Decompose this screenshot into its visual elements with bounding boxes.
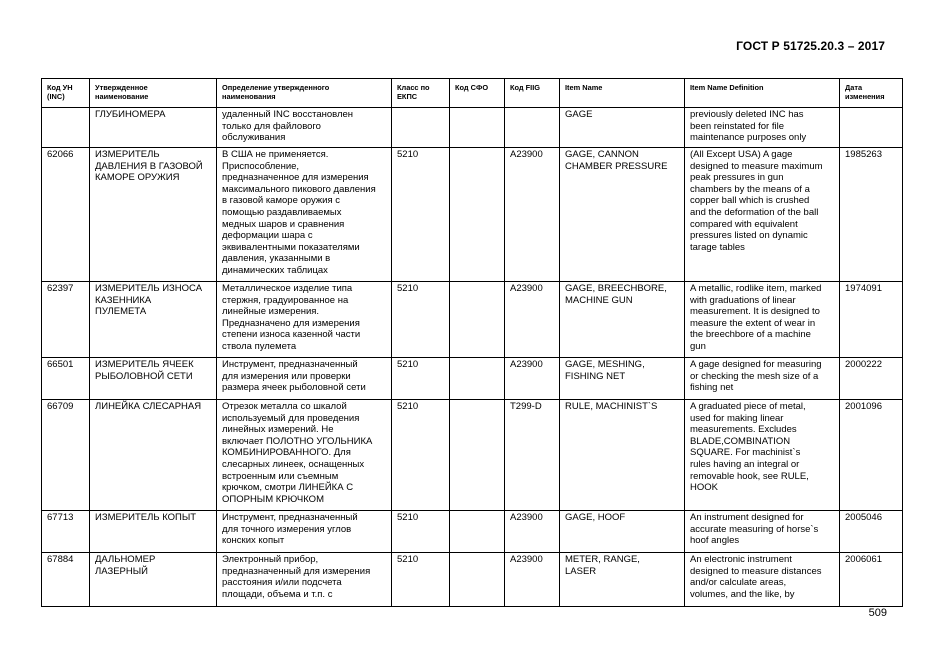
cell-name-ru: ЛИНЕЙКА СЛЕСАРНАЯ [90,400,217,511]
cell-definition-ru: удаленный INC восстановлен только для файлового обслуживания [217,108,392,148]
cell-name-ru: ИЗМЕРИТЕЛЬ ЯЧЕЕК РЫБОЛОВНОЙ СЕТИ [90,358,217,400]
cell-item-definition: An electronic instrument designed to measure distances and/or calculate areas, volumes, and the like, by [685,553,840,607]
cell-definition-ru: Инструмент, предназначенный для точного измерения углов конских копыт [217,511,392,553]
cell-item-name: GAGE, HOOF [560,511,685,553]
cell-class-ekps: 5210 [392,358,450,400]
cell-name-ru: ДАЛЬНОМЕР ЛАЗЕРНЫЙ [90,553,217,607]
cell-class-ekps: 5210 [392,148,450,282]
cell-code-fiig: A23900 [505,282,560,358]
cell-item-name: GAGE, CANNON CHAMBER PRESSURE [560,148,685,282]
cell-class-ekps [392,108,450,148]
cell-date: 2001096 [840,400,903,511]
cell-item-definition: previously deleted INC has been reinstated for file maintenance purposes only [685,108,840,148]
cell-name-ru: ИЗМЕРИТЕЛЬ ИЗНОСА КАЗЕННИКА ПУЛЕМЕТА [90,282,217,358]
table-row [42,108,903,148]
table-header-row [42,79,903,108]
header-item-name: Item Name [560,79,685,108]
cell-date: 1985263 [840,148,903,282]
cell-code-fiig: A23900 [505,553,560,607]
header-change-date: Дата изменения [840,79,903,108]
cell-item-name: GAGE [560,108,685,148]
cell-item-name: RULE, MACHINIST`S [560,400,685,511]
cell-code-sfo [450,400,505,511]
cell-inc: 66709 [42,400,90,511]
header-name-definition: Определение утвержденного наименования [217,79,392,108]
cell-item-definition: An instrument designed for accurate measuring of horse`s hoof angles [685,511,840,553]
cell-inc: 62066 [42,148,90,282]
cell-date [840,108,903,148]
cell-class-ekps: 5210 [392,400,450,511]
table-row [42,400,903,511]
cell-name-ru: ИЗМЕРИТЕЛЬ КОПЫТ [90,511,217,553]
cell-code-fiig: T299-D [505,400,560,511]
cell-inc: 67884 [42,553,90,607]
cell-inc [42,108,90,148]
cell-code-sfo [450,108,505,148]
table-row [42,553,903,607]
cell-item-definition: A gage designed for measuring or checking the mesh size of a fishing net [685,358,840,400]
cell-code-fiig: A23900 [505,511,560,553]
page-number: 509 [868,607,887,619]
cell-code-sfo [450,553,505,607]
cell-item-definition: A graduated piece of metal, used for making linear measurements. Excludes BLADE,COMBINATION SQUARE. For machinist`s rules having an integral or removable hook, see RULE, HOOK [685,400,840,511]
cell-class-ekps: 5210 [392,511,450,553]
cell-code-fiig: A23900 [505,358,560,400]
header-approved-name: Утвержденное наименование [90,79,217,108]
cell-code-fiig: A23900 [505,148,560,282]
cell-item-name: GAGE, MESHING, FISHING NET [560,358,685,400]
cell-definition-ru: Металлическое изделие типа стержня, градуированное на линейные измерения. Предназначено для измерения степени износа казенной части ствола пулемета [217,282,392,358]
document-standard-title: ГОСТ Р 51725.20.3 – 2017 [736,39,885,53]
table-row [42,358,903,400]
cell-definition-ru: Инструмент, предназначенный для измерения или проверки размера ячеек рыболовной сети [217,358,392,400]
header-item-name-definition: Item Name Definition [685,79,840,108]
cell-name-ru: ИЗМЕРИТЕЛЬ ДАВЛЕНИЯ В ГАЗОВОЙ КАМОРЕ ОРУЖИЯ [90,148,217,282]
cell-item-definition: A metallic, rodlike item, marked with graduations of linear measurement. It is designed to measure the extent of wear in the breechbore of a machine gun [685,282,840,358]
cell-date: 2000222 [840,358,903,400]
cell-code-sfo [450,511,505,553]
table-row [42,148,903,282]
cell-definition-ru: Электронный прибор, предназначенный для измерения расстояния и/или подсчета площади, объема и т.п. с [217,553,392,607]
cell-name-ru: ГЛУБИНОМЕРА [90,108,217,148]
cell-item-definition: (All Except USA) A gage designed to measure maximum peak pressures in gun chambers by the means of a copper ball which is crushed and the deformation of the ball compared with equivalent pressures listed on dynamic tarage tables [685,148,840,282]
table-row [42,511,903,553]
table-row [42,282,903,358]
header-fiig-code: Код FIIG [505,79,560,108]
cell-definition-ru: Отрезок металла со шкалой используемый для проведения линейных измерений. Не включает ПОЛОТНО УГОЛЬНИКА КОМБИНИРОВАННОГО. Для слесарных линеек, оснащенных встроенным или съемным крючком, смотри ЛИНЕЙКА С ОПОРНЫМ КРЮЧКОМ [217,400,392,511]
cell-code-sfo [450,282,505,358]
cell-inc: 67713 [42,511,90,553]
cell-date: 2006061 [840,553,903,607]
cell-code-fiig [505,108,560,148]
cell-item-name: METER, RANGE, LASER [560,553,685,607]
header-sfo-code: Код СФО [450,79,505,108]
cell-date: 1974091 [840,282,903,358]
catalog-table [41,78,903,607]
cell-inc: 66501 [42,358,90,400]
cell-code-sfo [450,148,505,282]
header-inc: Код УН (INC) [42,79,90,108]
header-ekps-class: Класс по ЕКПС [392,79,450,108]
cell-item-name: GAGE, BREECHBORE, MACHINE GUN [560,282,685,358]
cell-class-ekps: 5210 [392,553,450,607]
cell-inc: 62397 [42,282,90,358]
cell-class-ekps: 5210 [392,282,450,358]
cell-date: 2005046 [840,511,903,553]
cell-definition-ru: В США не применяется. Приспособление, предназначенное для измерения максимального пикового давления в газовой каморе оружия с помощью раздавливаемых медных шаров и сравнения деформации шара с эквивалентными показателями давления, указанными в динамических таблицах [217,148,392,282]
cell-code-sfo [450,358,505,400]
